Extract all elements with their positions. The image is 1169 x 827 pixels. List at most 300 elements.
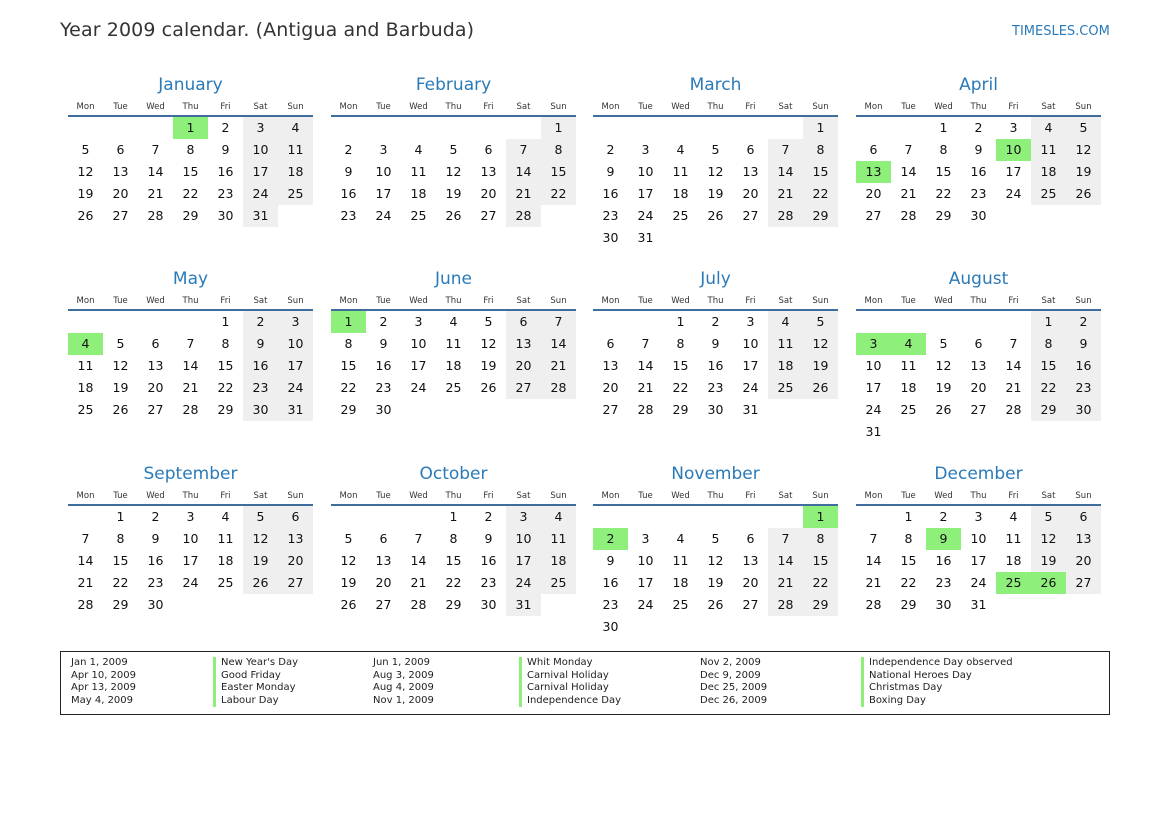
day-cell: 27 (375, 597, 392, 612)
empty-cell (628, 616, 663, 638)
day-cell: 8 (186, 142, 195, 157)
month-name: September (143, 464, 238, 484)
empty-cell (733, 117, 768, 139)
day-cell: 20 (375, 575, 392, 590)
legend-holiday-name: Carnival Holiday (519, 682, 621, 695)
weekday-label: Tue (376, 102, 391, 112)
week-row (68, 183, 313, 205)
week-row (856, 311, 1101, 333)
day-cell: 26 (243, 572, 278, 594)
day-cell: 21 (637, 380, 654, 395)
legend-date: Nov 1, 2009 (373, 694, 434, 706)
weekday-label: Fri (745, 296, 756, 306)
weekday-label: Fri (745, 491, 756, 501)
day-cell: 22 (900, 575, 917, 590)
day-cell: 9 (243, 333, 278, 355)
day-cell: 7 (1009, 336, 1018, 351)
weekday-label: Thu (182, 491, 199, 501)
day-cell: 15 (112, 553, 129, 568)
weekday-label: Tue (376, 296, 391, 306)
legend-name-column (213, 657, 298, 707)
weekday-label: Sun (812, 296, 829, 306)
day-cell: 16 (375, 358, 392, 373)
day-cell: 15 (935, 164, 952, 179)
week-row (68, 528, 313, 550)
day-cell: 23 (602, 597, 619, 612)
week-row (593, 616, 838, 638)
day-cell: 30 (602, 619, 619, 634)
legend-name-column (519, 657, 621, 707)
day-cell: 6 (746, 531, 755, 546)
weekday-label: Tue (638, 102, 653, 112)
week-row (331, 399, 576, 421)
day-cell: 13 (742, 553, 759, 568)
month-december (856, 463, 1101, 616)
day-cell: 30 (970, 208, 987, 223)
day-cell: 21 (147, 186, 164, 201)
day-cell: 12 (340, 553, 357, 568)
day-cell: 10 (506, 528, 541, 550)
day-cell: 13 (375, 553, 392, 568)
empty-cell (628, 117, 663, 139)
day-cell: 15 (541, 161, 576, 183)
day-cell: 25 (541, 572, 576, 594)
weekday-label: Sat (516, 296, 531, 306)
day-cell: 28 (900, 208, 917, 223)
brand-link[interactable]: TIMESLES.COM (1012, 24, 1110, 39)
day-cell: 28 (506, 205, 541, 227)
weekday-label: Fri (1008, 102, 1019, 112)
legend-holiday-name: Independence Day observed (861, 657, 1013, 670)
month-april (856, 74, 1101, 227)
day-cell: 25 (445, 380, 462, 395)
day-cell: 30 (243, 399, 278, 421)
day-cell: 20 (865, 186, 882, 201)
empty-cell (138, 117, 173, 139)
legend-name-column (861, 657, 1013, 707)
weekday-label: Sat (778, 491, 793, 501)
week-row (856, 550, 1101, 572)
legend-date-column (700, 657, 767, 707)
day-cell: 1 (331, 311, 366, 333)
day-cell: 17 (410, 358, 427, 373)
day-cell: 4 (1009, 509, 1018, 524)
weekday-label: Tue (638, 491, 653, 501)
day-cell: 13 (480, 164, 497, 179)
day-cell: 12 (243, 528, 278, 550)
weekday-label: Sat (778, 296, 793, 306)
day-cell: 25 (672, 597, 689, 612)
day-cell: 20 (480, 186, 497, 201)
empty-cell (1066, 594, 1101, 616)
day-cell: 8 (904, 531, 913, 546)
day-cell: 12 (77, 164, 94, 179)
day-cell: 27 (865, 208, 882, 223)
week-row (856, 139, 1101, 161)
day-cell: 11 (278, 139, 313, 161)
day-cell: 1 (904, 509, 913, 524)
day-cell: 6 (1066, 506, 1101, 528)
weekday-label: Sun (1075, 296, 1092, 306)
legend-date-column (71, 657, 136, 707)
weekday-header (68, 490, 313, 506)
weekday-header (856, 295, 1101, 311)
week-row (593, 355, 838, 377)
day-cell: 16 (1066, 355, 1101, 377)
day-cell: 3 (186, 509, 195, 524)
empty-cell (768, 117, 803, 139)
day-cell: 7 (81, 531, 90, 546)
weekday-header (856, 490, 1101, 506)
week-row (331, 572, 576, 594)
day-cell: 11 (1005, 531, 1022, 546)
page-title: Year 2009 calendar. (Antigua and Barbuda) (60, 19, 475, 41)
month-name: June (434, 269, 473, 289)
holiday-legend (60, 651, 1110, 715)
week-row (331, 161, 576, 183)
day-cell: 3 (856, 333, 891, 355)
day-cell: 7 (506, 139, 541, 161)
day-cell: 28 (637, 402, 654, 417)
weekday-label: Mon (76, 102, 95, 112)
weekday-label: Thu (707, 102, 724, 112)
day-cell: 5 (243, 506, 278, 528)
day-cell: 12 (445, 164, 462, 179)
weekday-label: Thu (970, 296, 987, 306)
day-cell: 15 (182, 164, 199, 179)
day-cell: 5 (344, 531, 353, 546)
week-row (331, 117, 576, 139)
weekday-label: Wed (671, 102, 690, 112)
day-cell: 20 (602, 380, 619, 395)
day-cell: 10 (410, 336, 427, 351)
day-cell: 31 (278, 399, 313, 421)
day-cell: 16 (602, 575, 619, 590)
weekday-header (331, 101, 576, 117)
week-row (68, 550, 313, 572)
week-row (331, 506, 576, 528)
day-cell: 11 (217, 531, 234, 546)
day-cell: 23 (375, 380, 392, 395)
week-row (68, 311, 313, 333)
day-cell: 29 (900, 597, 917, 612)
day-cell: 8 (449, 531, 458, 546)
month-name: November (671, 464, 760, 484)
day-cell: 10 (637, 164, 654, 179)
day-cell: 13 (970, 358, 987, 373)
day-cell: 27 (480, 208, 497, 223)
day-cell: 27 (742, 597, 759, 612)
day-cell: 31 (637, 230, 654, 245)
day-cell: 17 (637, 186, 654, 201)
day-cell: 15 (340, 358, 357, 373)
week-row (593, 161, 838, 183)
month-name: October (419, 464, 488, 484)
weekday-label: Fri (1008, 296, 1019, 306)
day-cell: 18 (278, 161, 313, 183)
day-cell: 13 (856, 161, 891, 183)
day-cell: 25 (1031, 183, 1066, 205)
day-cell: 13 (506, 333, 541, 355)
day-cell: 25 (217, 575, 234, 590)
weekday-label: Fri (483, 491, 494, 501)
day-cell: 7 (869, 531, 878, 546)
day-cell: 4 (278, 117, 313, 139)
day-cell: 29 (182, 208, 199, 223)
day-cell: 14 (147, 164, 164, 179)
day-cell: 29 (217, 402, 234, 417)
day-cell: 19 (803, 355, 838, 377)
month-september (68, 463, 313, 616)
day-cell: 22 (672, 380, 689, 395)
day-cell: 9 (606, 553, 615, 568)
day-cell: 19 (340, 575, 357, 590)
empty-cell (68, 311, 103, 333)
month-march (593, 74, 838, 249)
day-cell: 17 (970, 553, 987, 568)
month-may (68, 268, 313, 421)
day-cell: 26 (445, 208, 462, 223)
day-cell: 20 (1066, 550, 1101, 572)
day-cell: 2 (939, 509, 948, 524)
day-cell: 17 (1005, 164, 1022, 179)
empty-cell (628, 311, 663, 333)
day-cell: 18 (1031, 161, 1066, 183)
empty-cell (996, 421, 1031, 443)
day-cell: 21 (1005, 380, 1022, 395)
day-cell: 10 (278, 333, 313, 355)
day-cell: 23 (707, 380, 724, 395)
weekday-label: Wed (146, 102, 165, 112)
legend-holiday-name: National Heroes Day (861, 670, 1013, 683)
day-cell: 28 (1005, 402, 1022, 417)
day-cell: 2 (484, 509, 493, 524)
week-row (593, 550, 838, 572)
day-cell: 20 (742, 186, 759, 201)
day-cell: 19 (77, 186, 94, 201)
day-cell: 29 (803, 205, 838, 227)
day-cell: 30 (1066, 399, 1101, 421)
empty-cell (506, 399, 541, 421)
week-row (856, 183, 1101, 205)
day-cell: 4 (891, 333, 926, 355)
day-cell: 26 (340, 597, 357, 612)
week-row (593, 594, 838, 616)
day-cell: 22 (1031, 377, 1066, 399)
weekday-label: Wed (409, 491, 428, 501)
week-row (856, 572, 1101, 594)
empty-cell (926, 421, 961, 443)
weekday-label: Mon (76, 296, 95, 306)
week-row (593, 399, 838, 421)
weekday-label: Fri (220, 491, 231, 501)
day-cell: 23 (147, 575, 164, 590)
empty-cell (331, 506, 366, 528)
empty-cell (768, 399, 803, 421)
day-cell: 30 (480, 597, 497, 612)
week-row (856, 161, 1101, 183)
day-cell: 12 (707, 164, 724, 179)
day-cell: 23 (480, 575, 497, 590)
day-cell: 17 (506, 550, 541, 572)
day-cell: 1 (449, 509, 458, 524)
day-cell: 2 (221, 120, 230, 135)
day-cell: 22 (340, 380, 357, 395)
day-cell: 9 (606, 164, 615, 179)
day-cell: 21 (768, 572, 803, 594)
day-cell: 15 (217, 358, 234, 373)
day-cell: 2 (606, 142, 615, 157)
day-cell: 26 (77, 208, 94, 223)
weekday-header (331, 295, 576, 311)
day-cell: 10 (742, 336, 759, 351)
day-cell: 17 (865, 380, 882, 395)
day-cell: 21 (865, 575, 882, 590)
day-cell: 7 (414, 531, 423, 546)
empty-cell (856, 506, 891, 528)
day-cell: 19 (112, 380, 129, 395)
day-cell: 10 (182, 531, 199, 546)
day-cell: 10 (637, 553, 654, 568)
day-cell: 8 (676, 336, 685, 351)
day-cell: 15 (803, 550, 838, 572)
empty-cell (366, 117, 401, 139)
day-cell: 21 (182, 380, 199, 395)
day-cell: 27 (278, 572, 313, 594)
legend-date: Nov 2, 2009 (700, 657, 761, 668)
legend-date-column (373, 657, 434, 707)
month-name: August (948, 269, 1009, 289)
empty-cell (698, 117, 733, 139)
legend-date: Jun 1, 2009 (373, 657, 430, 668)
day-cell: 1 (803, 506, 838, 528)
day-cell: 3 (746, 314, 755, 329)
day-cell: 4 (414, 142, 423, 157)
day-cell: 28 (768, 205, 803, 227)
day-cell: 7 (904, 142, 913, 157)
month-name: January (158, 75, 223, 95)
day-cell: 12 (112, 358, 129, 373)
week-row (593, 333, 838, 355)
day-cell: 14 (541, 333, 576, 355)
day-cell: 3 (414, 314, 423, 329)
empty-cell (663, 117, 698, 139)
weekday-label: Tue (113, 491, 128, 501)
empty-cell (1066, 205, 1101, 227)
legend-date: May 4, 2009 (71, 694, 134, 706)
day-cell: 31 (742, 402, 759, 417)
day-cell: 21 (77, 575, 94, 590)
day-cell: 14 (410, 553, 427, 568)
day-cell: 1 (116, 509, 125, 524)
empty-cell (961, 421, 996, 443)
weekday-label: Thu (445, 296, 462, 306)
day-cell: 14 (506, 161, 541, 183)
day-cell: 25 (672, 208, 689, 223)
day-cell: 11 (1031, 139, 1066, 161)
weekday-label: Sat (253, 491, 268, 501)
day-cell: 2 (711, 314, 720, 329)
weekday-label: Fri (483, 296, 494, 306)
day-cell: 9 (484, 531, 493, 546)
legend-date: Aug 3, 2009 (373, 669, 434, 681)
empty-cell (173, 311, 208, 333)
day-cell: 21 (410, 575, 427, 590)
day-cell: 24 (410, 380, 427, 395)
weekday-label: Tue (113, 102, 128, 112)
empty-cell (803, 227, 838, 249)
day-cell: 4 (221, 509, 230, 524)
weekday-label: Sun (812, 491, 829, 501)
empty-cell (803, 616, 838, 638)
empty-cell (663, 506, 698, 528)
weekday-label: Tue (376, 491, 391, 501)
week-row (593, 183, 838, 205)
day-cell: 30 (707, 402, 724, 417)
legend-holiday-name: Labour Day (213, 695, 298, 708)
weekday-label: Sun (550, 296, 567, 306)
day-cell: 21 (768, 183, 803, 205)
day-cell: 16 (935, 553, 952, 568)
day-cell: 3 (1009, 120, 1018, 135)
week-row (331, 139, 576, 161)
day-cell: 16 (707, 358, 724, 373)
day-cell: 27 (112, 208, 129, 223)
day-cell: 1 (803, 117, 838, 139)
day-cell: 1 (173, 117, 208, 139)
day-cell: 28 (410, 597, 427, 612)
week-row (856, 205, 1101, 227)
week-row (331, 183, 576, 205)
empty-cell (733, 616, 768, 638)
empty-cell (698, 506, 733, 528)
day-cell: 22 (445, 575, 462, 590)
day-cell: 28 (77, 597, 94, 612)
day-cell: 21 (506, 183, 541, 205)
week-row (593, 139, 838, 161)
day-cell: 20 (742, 575, 759, 590)
day-cell: 25 (278, 183, 313, 205)
day-cell: 14 (768, 161, 803, 183)
day-cell: 24 (970, 575, 987, 590)
weekday-label: Wed (934, 296, 953, 306)
day-cell: 29 (445, 597, 462, 612)
day-cell: 5 (449, 142, 458, 157)
month-february (331, 74, 576, 227)
empty-cell (278, 205, 313, 227)
day-cell: 8 (803, 528, 838, 550)
legend-date: Aug 4, 2009 (373, 682, 434, 694)
day-cell: 14 (900, 164, 917, 179)
month-name: May (172, 269, 209, 289)
day-cell: 14 (1005, 358, 1022, 373)
day-cell: 6 (379, 531, 388, 546)
day-cell: 1 (541, 117, 576, 139)
day-cell: 16 (970, 164, 987, 179)
day-cell: 2 (151, 509, 160, 524)
empty-cell (173, 594, 208, 616)
day-cell: 19 (445, 186, 462, 201)
day-cell: 8 (939, 142, 948, 157)
empty-cell (68, 506, 103, 528)
weekday-label: Wed (934, 102, 953, 112)
day-cell: 6 (484, 142, 493, 157)
week-row (331, 528, 576, 550)
day-cell: 14 (182, 358, 199, 373)
day-cell: 24 (182, 575, 199, 590)
weekday-label: Mon (601, 102, 620, 112)
day-cell: 17 (637, 575, 654, 590)
